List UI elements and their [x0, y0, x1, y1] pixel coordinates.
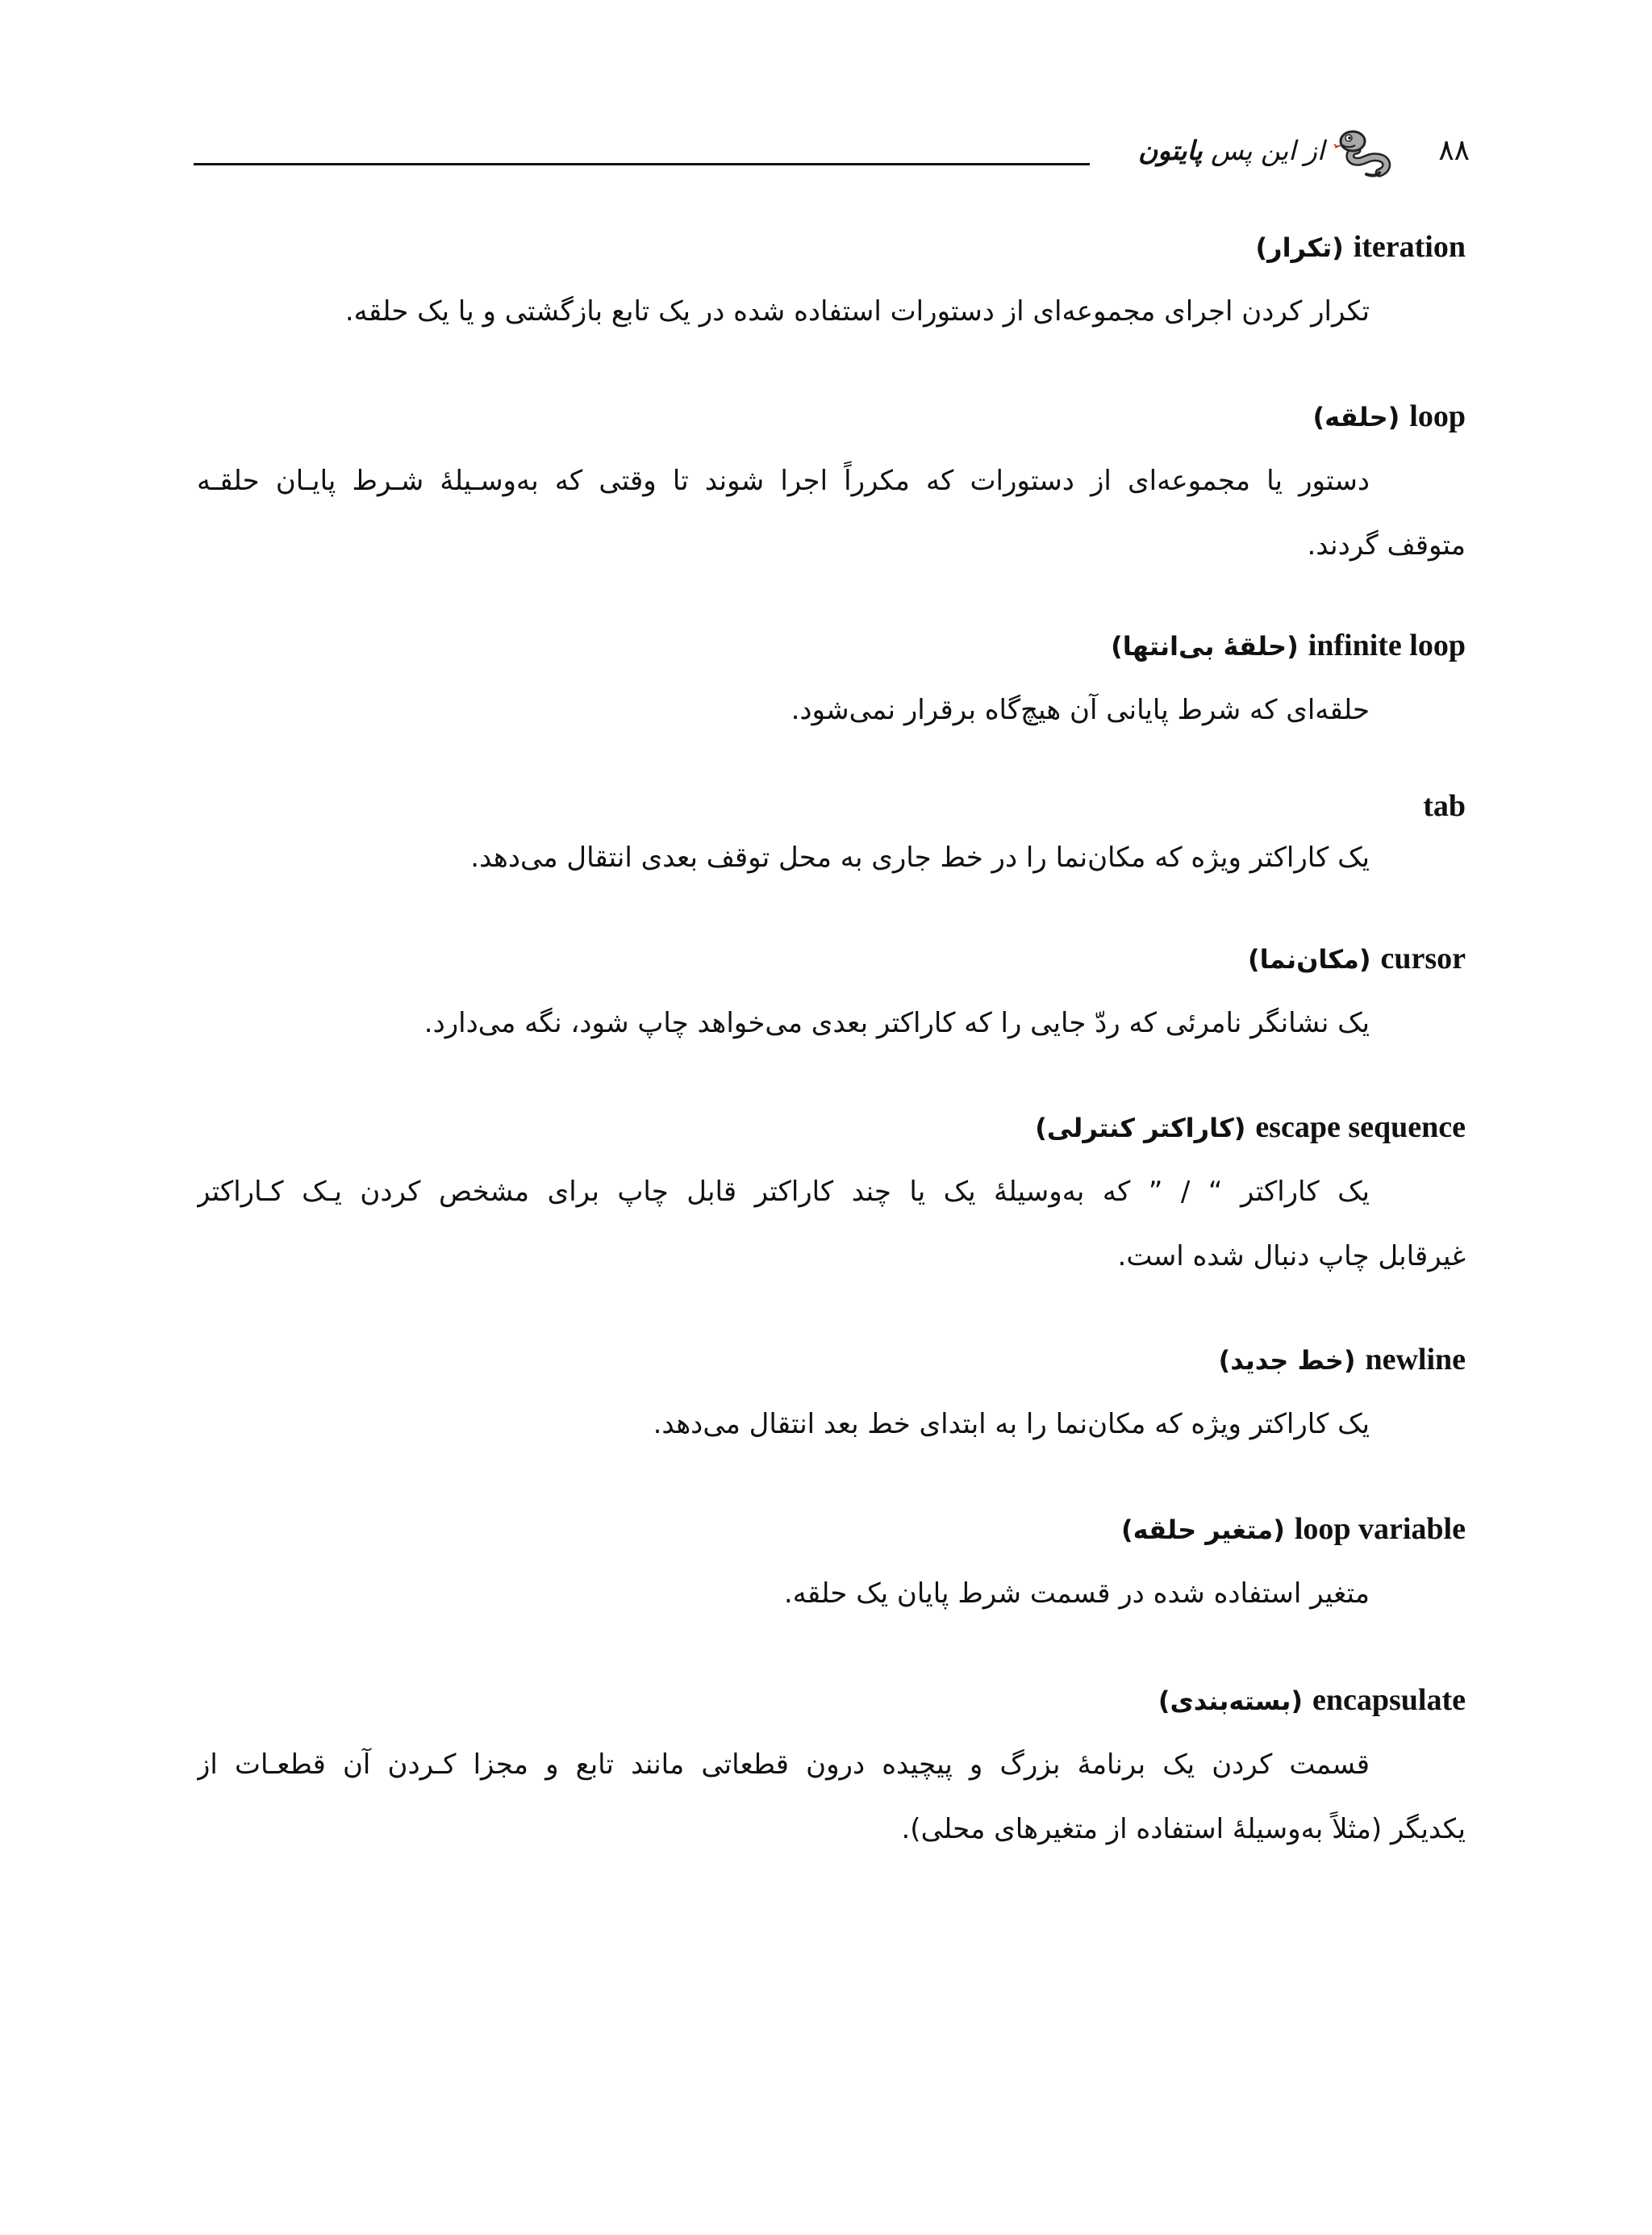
entry-translation: (خط جدید)	[1218, 1345, 1356, 1376]
entry-definition-line: یکدیگر (مثلاً به‌وسیلۀ استفاده از متغیرهای محلی).	[901, 1813, 1466, 1845]
snake-icon	[1331, 126, 1391, 179]
entry-definition-line: قسمت کردن یک برنامۀ بزرگ و پیچیده درون قطعاتی مانند تابع و مجزا کـردن آن قطعـات از	[197, 1748, 1370, 1781]
header-rule	[194, 163, 1090, 165]
entry-heading	[197, 1095, 1466, 1159]
entry-definition-line: یک کاراکتر “ / ” که به‌وسیلۀ یک یا چند کاراکتر قابل چاپ برای مشخص کردن یـک کـاراکتر	[197, 1176, 1370, 1208]
entry-translation: (تکرار)	[1255, 232, 1344, 263]
header-title-prefix: از این پس	[1211, 135, 1325, 166]
entry-term: iteration	[1353, 230, 1466, 264]
entry-definition-line: متوقف گردند.	[1307, 529, 1466, 562]
glossary-entry-escape-sequence	[197, 1095, 1466, 1289]
glossary-entry-loop	[197, 384, 1466, 578]
entry-definition-line: متغیر استفاده شده در قسمت شرط پایان یک حلقه.	[783, 1577, 1370, 1610]
glossary-entry-loop-variable	[197, 1497, 1466, 1626]
glossary-entry-iteration	[197, 215, 1466, 344]
glossary-entry-newline	[197, 1327, 1466, 1456]
entry-translation: (حلقۀ بی‌انتها)	[1111, 631, 1299, 662]
entry-translation: (کاراکتر کنترلی)	[1035, 1113, 1246, 1143]
entry-term: loop	[1409, 399, 1466, 433]
entry-heading	[197, 613, 1466, 678]
entry-heading	[197, 1327, 1466, 1392]
header-title-bold: پایتون	[1138, 135, 1203, 166]
entry-term: loop variable	[1294, 1512, 1466, 1546]
entry-definition-line: غیرقابل چاپ دنبال شده است.	[1117, 1240, 1466, 1272]
entry-translation: (متغیر حلقه)	[1120, 1514, 1285, 1545]
entry-translation: (مکان‌نما)	[1247, 944, 1371, 975]
glossary-entry-infinite-loop	[197, 613, 1466, 742]
entry-heading	[197, 215, 1466, 279]
entry-heading	[197, 1668, 1466, 1732]
entry-translation: (بسته‌بندی)	[1158, 1686, 1303, 1716]
entry-definition-line: یک کاراکتر ویژه که مکان‌نما را در خط جاری به محل توقف بعدی انتقال می‌دهد.	[470, 842, 1370, 874]
entry-term: infinite loop	[1308, 629, 1466, 662]
entry-term: cursor	[1380, 942, 1466, 975]
snake-icon-graphic	[1331, 126, 1391, 179]
entry-definition-line: یک کاراکتر ویژه که مکان‌نما را به ابتدای خط بعد انتقال می‌دهد.	[653, 1408, 1370, 1440]
entry-term: escape sequence	[1255, 1110, 1466, 1144]
entry-heading	[197, 384, 1466, 449]
entry-heading	[197, 926, 1466, 991]
page-number: ۸۸	[1438, 134, 1470, 167]
glossary-entry-encapsulate	[197, 1668, 1466, 1861]
entry-definition-line: یک نشانگر نامرئی که ردّ جایی را که کاراکتر بعدی می‌خواهد چاپ شود، نگه می‌دارد.	[423, 1007, 1370, 1039]
entry-term: encapsulate	[1312, 1683, 1466, 1717]
glossary-entry-tab	[197, 774, 1466, 890]
entry-definition-line: تکرار کردن اجرای مجموعه‌ای از دستورات استفاده شده در یک تابع بازگشتی و یا یک حلقه.	[344, 295, 1370, 328]
entry-translation: (حلقه)	[1312, 402, 1400, 432]
entry-definition-line: دستور یا مجموعه‌ای از دستورات که مکرراً اجرا شوند تا وقتی که به‌وسـیلۀ شـرط پایـان حلقـه	[197, 465, 1370, 497]
entry-term: tab	[1423, 789, 1466, 823]
header-title	[1138, 132, 1325, 170]
entry-term: newline	[1365, 1343, 1466, 1377]
entry-heading	[197, 1497, 1466, 1561]
glossary-entry-cursor	[197, 926, 1466, 1055]
entry-definition-line: حلقه‌ای که شرط پایانی آن هیچ‌گاه برقرار نمی‌شود.	[791, 694, 1370, 726]
